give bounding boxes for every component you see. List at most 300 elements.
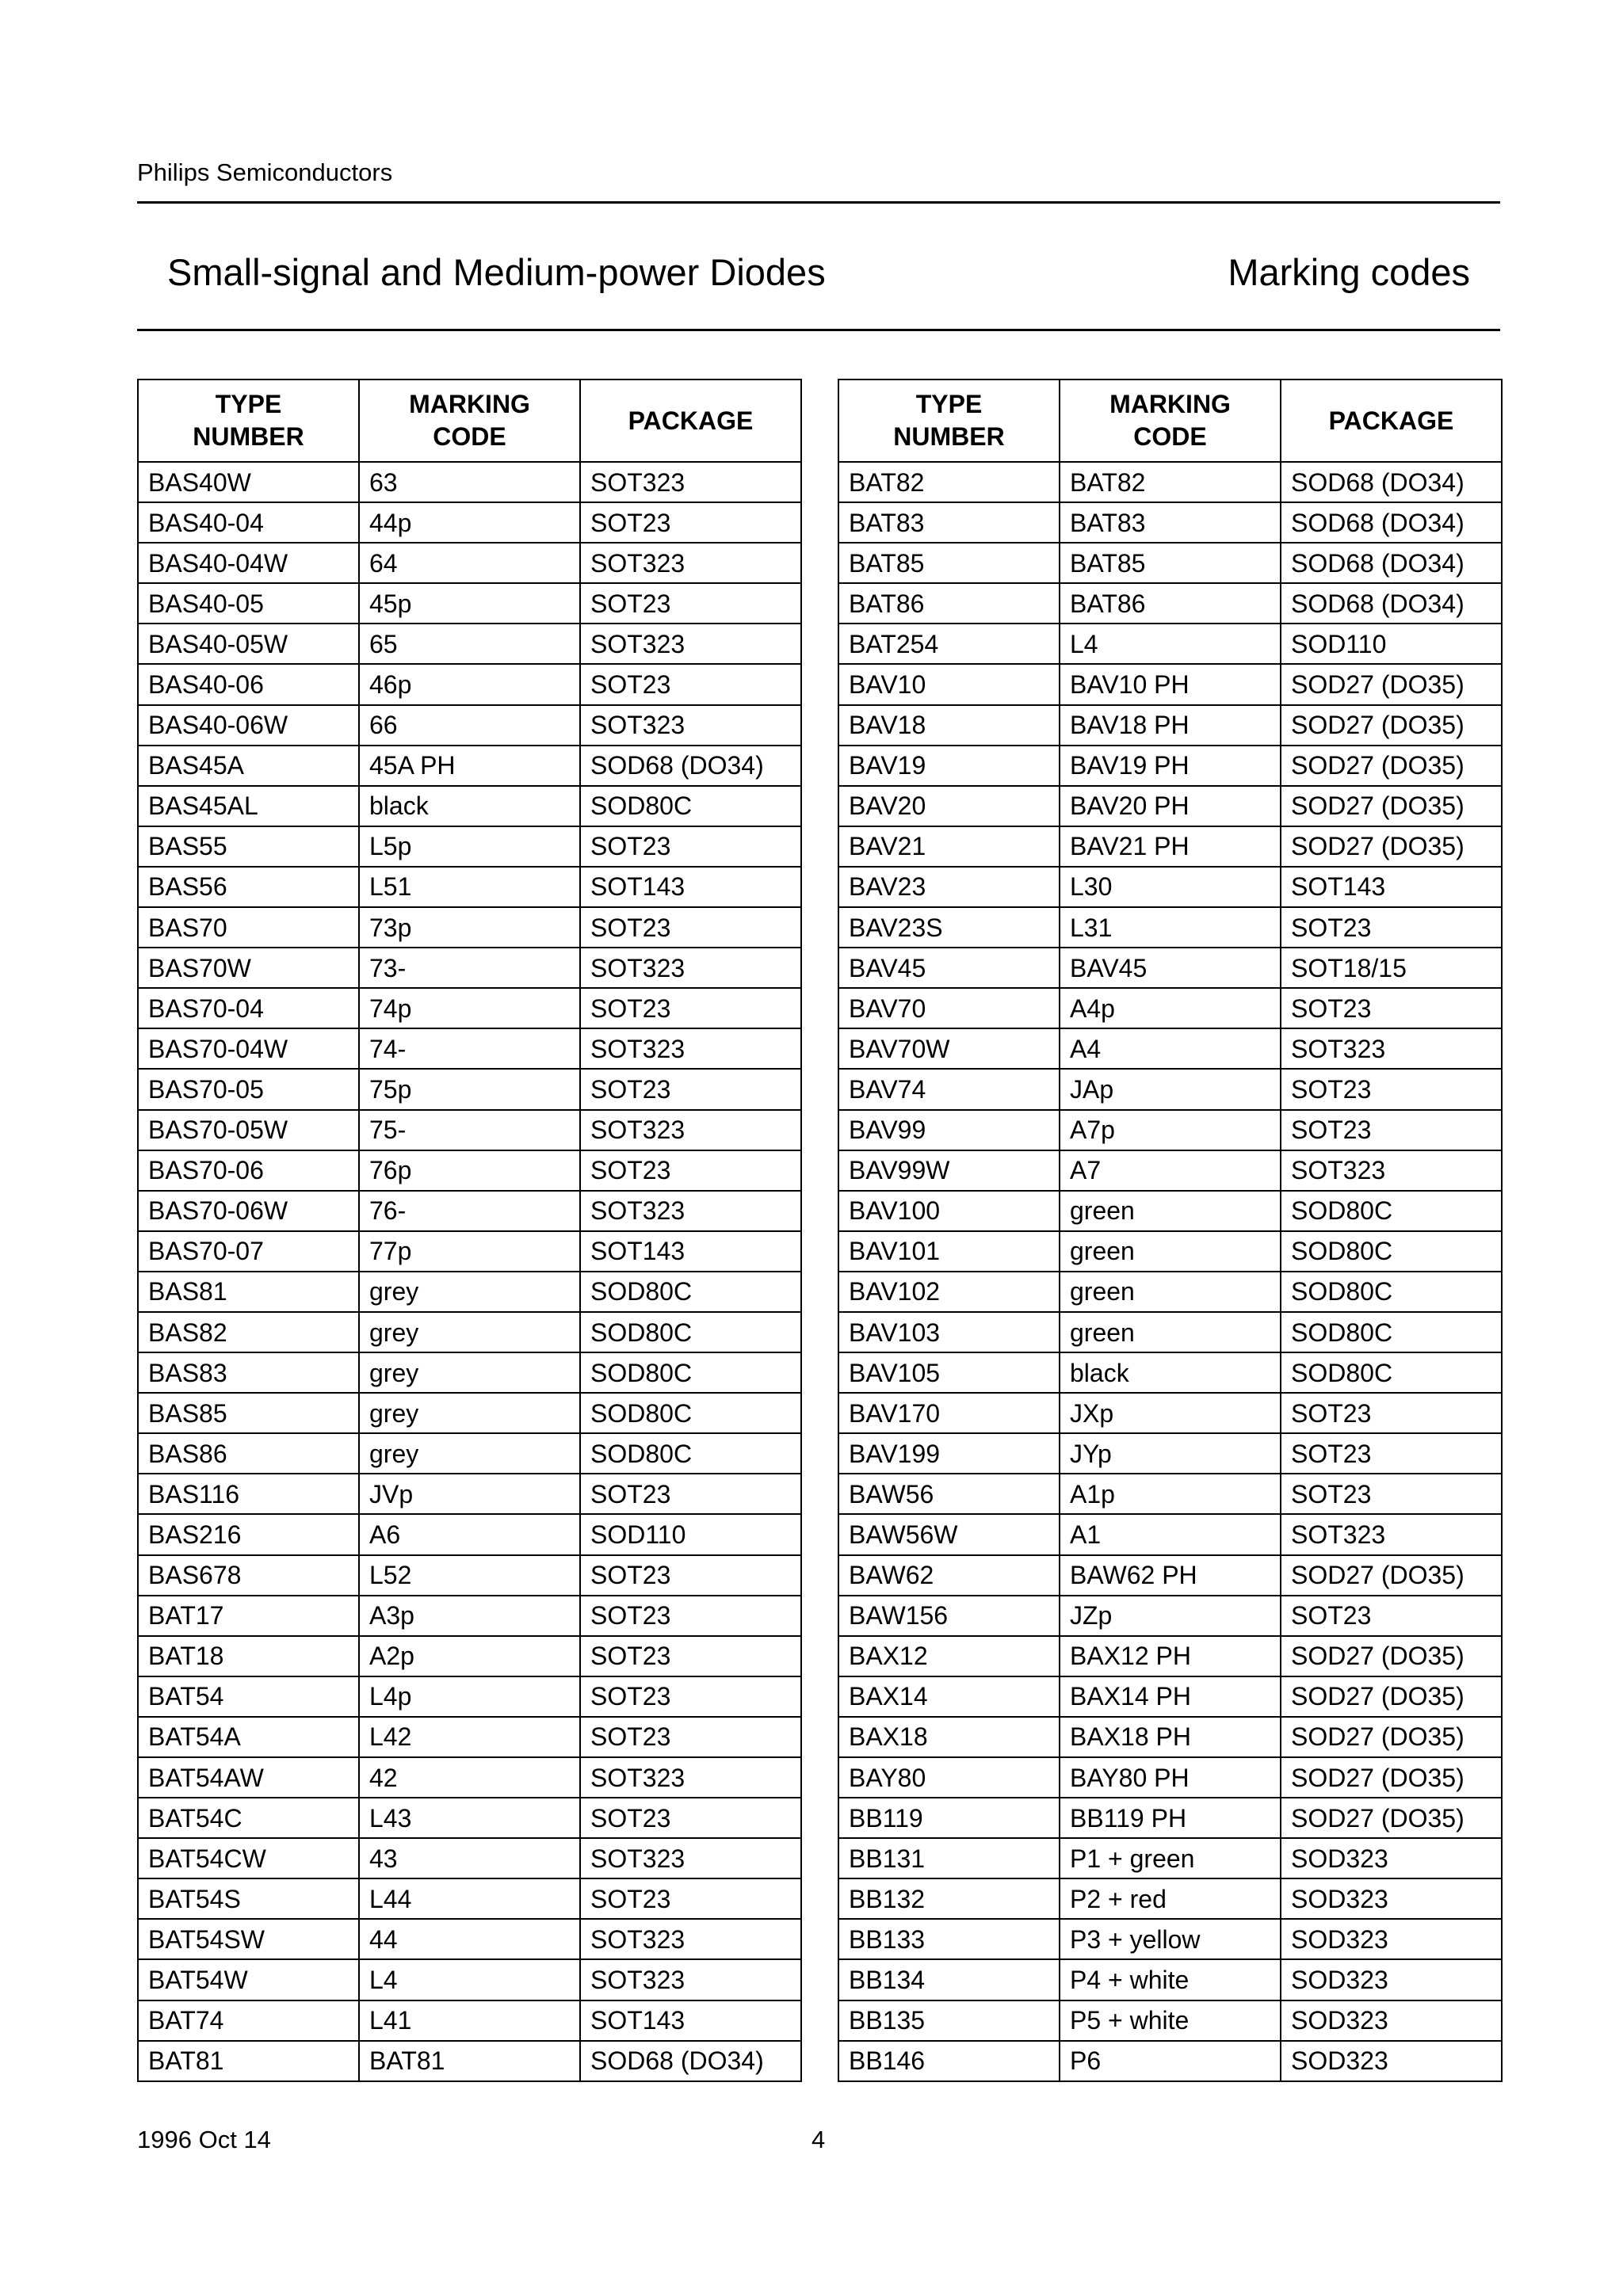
package-cell: SOT23 bbox=[580, 664, 801, 704]
table-row bbox=[138, 1919, 801, 1959]
marking-code-cell: P2 + red bbox=[1060, 1878, 1281, 1919]
type-number-cell: BAS85 bbox=[138, 1393, 359, 1433]
type-number-cell: BAS56 bbox=[138, 867, 359, 907]
table-row bbox=[838, 664, 1502, 704]
table-row bbox=[138, 1312, 801, 1352]
type-number-cell: BB119 bbox=[838, 1798, 1060, 1838]
package-cell: SOD80C bbox=[580, 1272, 801, 1312]
marking-code-cell: BAY80 PH bbox=[1060, 1757, 1281, 1798]
table-row bbox=[838, 1393, 1502, 1433]
package-cell: SOD80C bbox=[580, 1393, 801, 1433]
table-row bbox=[138, 1878, 801, 1919]
type-number-cell: BAT82 bbox=[838, 462, 1060, 502]
package-cell: SOD80C bbox=[1281, 1191, 1502, 1231]
marking-code-cell: 75p bbox=[359, 1069, 580, 1109]
table-row bbox=[138, 1191, 801, 1231]
marking-code-cell: A3p bbox=[359, 1596, 580, 1636]
package-cell: SOT23 bbox=[580, 502, 801, 543]
marking-codes-table-right bbox=[838, 379, 1503, 2082]
type-number-cell: BAS116 bbox=[138, 1474, 359, 1514]
type-number-cell: BAV99W bbox=[838, 1150, 1060, 1191]
table-row bbox=[838, 1838, 1502, 1878]
table-row bbox=[138, 502, 801, 543]
marking-code-cell: 45A PH bbox=[359, 746, 580, 786]
type-number-cell: BAV199 bbox=[838, 1433, 1060, 1474]
type-number-cell: BAT54SW bbox=[138, 1919, 359, 1959]
table-row bbox=[838, 462, 1502, 502]
column-header-type-number: TYPE NUMBER bbox=[838, 379, 1060, 462]
marking-code-cell: P3 + yellow bbox=[1060, 1919, 1281, 1959]
package-cell: SOD27 (DO35) bbox=[1281, 1676, 1502, 1717]
table-row bbox=[138, 1272, 801, 1312]
marking-code-cell: JAp bbox=[1060, 1069, 1281, 1109]
table-row bbox=[138, 1231, 801, 1272]
package-cell: SOT23 bbox=[580, 1150, 801, 1191]
table-row bbox=[138, 988, 801, 1028]
marking-code-cell: A2p bbox=[359, 1636, 580, 1676]
marking-code-cell: L4 bbox=[359, 1959, 580, 2000]
package-cell: SOT23 bbox=[580, 1474, 801, 1514]
marking-code-cell: BAT81 bbox=[359, 2041, 580, 2081]
package-cell: SOD323 bbox=[1281, 1919, 1502, 1959]
package-cell: SOT323 bbox=[580, 462, 801, 502]
type-number-cell: BAW56 bbox=[838, 1474, 1060, 1514]
marking-code-cell: BB119 PH bbox=[1060, 1798, 1281, 1838]
table-row bbox=[138, 1352, 801, 1393]
table-row bbox=[838, 1514, 1502, 1554]
package-cell: SOD68 (DO34) bbox=[1281, 502, 1502, 543]
marking-code-cell: L30 bbox=[1060, 867, 1281, 907]
type-number-cell: BAV102 bbox=[838, 1272, 1060, 1312]
table-row bbox=[138, 746, 801, 786]
marking-code-cell: JZp bbox=[1060, 1596, 1281, 1636]
table-row bbox=[138, 1555, 801, 1596]
table-row bbox=[838, 988, 1502, 1028]
type-number-cell: BAS82 bbox=[138, 1312, 359, 1352]
package-cell: SOD110 bbox=[1281, 624, 1502, 664]
type-number-cell: BAT54 bbox=[138, 1676, 359, 1717]
table-row bbox=[838, 1069, 1502, 1109]
type-number-cell: BAV19 bbox=[838, 746, 1060, 786]
table-row bbox=[138, 1393, 801, 1433]
package-cell: SOT23 bbox=[580, 583, 801, 624]
table-row bbox=[138, 1798, 801, 1838]
marking-code-cell: L52 bbox=[359, 1555, 580, 1596]
package-cell: SOD80C bbox=[580, 1312, 801, 1352]
type-number-cell: BAV20 bbox=[838, 786, 1060, 826]
marking-code-cell: L42 bbox=[359, 1717, 580, 1757]
table-row bbox=[138, 583, 801, 624]
marking-code-cell: P4 + white bbox=[1060, 1959, 1281, 2000]
marking-code-cell: grey bbox=[359, 1272, 580, 1312]
table-row bbox=[838, 907, 1502, 948]
table-row bbox=[838, 583, 1502, 624]
type-number-cell: BAT54CW bbox=[138, 1838, 359, 1878]
marking-code-cell: P6 bbox=[1060, 2041, 1281, 2081]
package-cell: SOD27 (DO35) bbox=[1281, 1757, 1502, 1798]
marking-code-cell: A1p bbox=[1060, 1474, 1281, 1514]
type-number-cell: BAW56W bbox=[838, 1514, 1060, 1554]
package-cell: SOD323 bbox=[1281, 2041, 1502, 2081]
package-cell: SOT23 bbox=[580, 1717, 801, 1757]
marking-code-cell: 77p bbox=[359, 1231, 580, 1272]
table-row bbox=[138, 2041, 801, 2081]
package-cell: SOD27 (DO35) bbox=[1281, 705, 1502, 746]
marking-code-cell: green bbox=[1060, 1272, 1281, 1312]
type-number-cell: BAS40-05 bbox=[138, 583, 359, 624]
package-cell: SOD68 (DO34) bbox=[1281, 462, 1502, 502]
package-cell: SOT323 bbox=[1281, 1028, 1502, 1069]
marking-code-cell: grey bbox=[359, 1433, 580, 1474]
marking-code-cell: L31 bbox=[1060, 907, 1281, 948]
type-number-cell: BAV100 bbox=[838, 1191, 1060, 1231]
marking-code-cell: BAV10 PH bbox=[1060, 664, 1281, 704]
package-cell: SOT23 bbox=[580, 1069, 801, 1109]
type-number-cell: BAY80 bbox=[838, 1757, 1060, 1798]
package-cell: SOT323 bbox=[580, 1959, 801, 2000]
marking-code-cell: BAX12 PH bbox=[1060, 1636, 1281, 1676]
marking-code-cell: 43 bbox=[359, 1838, 580, 1878]
marking-code-cell: BAT82 bbox=[1060, 462, 1281, 502]
package-cell: SOT143 bbox=[580, 2000, 801, 2041]
marking-code-cell: L4p bbox=[359, 1676, 580, 1717]
table-row bbox=[838, 543, 1502, 583]
table-row bbox=[838, 1878, 1502, 1919]
table-row bbox=[138, 1676, 801, 1717]
table-row bbox=[838, 1028, 1502, 1069]
package-cell: SOD80C bbox=[1281, 1312, 1502, 1352]
type-number-cell: BB131 bbox=[838, 1838, 1060, 1878]
marking-code-cell: JXp bbox=[1060, 1393, 1281, 1433]
package-cell: SOD323 bbox=[1281, 2000, 1502, 2041]
table-row bbox=[838, 1798, 1502, 1838]
marking-codes-table-left bbox=[137, 379, 802, 2082]
type-number-cell: BAT54W bbox=[138, 1959, 359, 2000]
package-cell: SOT23 bbox=[1281, 1474, 1502, 1514]
table-row bbox=[138, 462, 801, 502]
package-cell: SOT23 bbox=[1281, 1110, 1502, 1150]
type-number-cell: BAV23S bbox=[838, 907, 1060, 948]
table-row bbox=[138, 1514, 801, 1554]
marking-code-cell: 76p bbox=[359, 1150, 580, 1191]
marking-code-cell: 66 bbox=[359, 705, 580, 746]
document-title: Small-signal and Medium-power Diodes bbox=[167, 251, 826, 293]
table-row bbox=[838, 2041, 1502, 2081]
table-row bbox=[838, 1636, 1502, 1676]
type-number-cell: BAT254 bbox=[838, 624, 1060, 664]
column-header-marking-code: MARKING CODE bbox=[1060, 379, 1281, 462]
type-number-cell: BB132 bbox=[838, 1878, 1060, 1919]
table-row bbox=[138, 907, 801, 948]
type-number-cell: BAT18 bbox=[138, 1636, 359, 1676]
section-title: Marking codes bbox=[1228, 251, 1470, 293]
table-row bbox=[838, 705, 1502, 746]
package-cell: SOT323 bbox=[580, 705, 801, 746]
table-row bbox=[138, 624, 801, 664]
footer-date: 1996 Oct 14 bbox=[137, 2126, 271, 2153]
package-cell: SOD68 (DO34) bbox=[1281, 583, 1502, 624]
marking-code-cell: L41 bbox=[359, 2000, 580, 2041]
type-number-cell: BAX12 bbox=[838, 1636, 1060, 1676]
package-cell: SOD80C bbox=[1281, 1231, 1502, 1272]
table-row bbox=[138, 1150, 801, 1191]
marking-code-cell: L43 bbox=[359, 1798, 580, 1838]
marking-code-cell: grey bbox=[359, 1312, 580, 1352]
table-body-left bbox=[138, 462, 801, 2081]
table-header-row bbox=[138, 379, 801, 462]
package-cell: SOT323 bbox=[580, 543, 801, 583]
package-cell: SOD68 (DO34) bbox=[580, 746, 801, 786]
table-row bbox=[838, 948, 1502, 988]
type-number-cell: BAV45 bbox=[838, 948, 1060, 988]
table-row bbox=[138, 1474, 801, 1514]
marking-code-cell: A4 bbox=[1060, 1028, 1281, 1069]
type-number-cell: BAW156 bbox=[838, 1596, 1060, 1636]
table-row bbox=[838, 1596, 1502, 1636]
type-number-cell: BAW62 bbox=[838, 1555, 1060, 1596]
package-cell: SOT323 bbox=[580, 1110, 801, 1150]
table-row bbox=[138, 1028, 801, 1069]
table-row bbox=[138, 1069, 801, 1109]
marking-code-cell: 46p bbox=[359, 664, 580, 704]
type-number-cell: BB146 bbox=[838, 2041, 1060, 2081]
table-row bbox=[138, 786, 801, 826]
marking-code-cell: JYp bbox=[1060, 1433, 1281, 1474]
table-row bbox=[838, 2000, 1502, 2041]
marking-code-cell: BAX18 PH bbox=[1060, 1717, 1281, 1757]
package-cell: SOT323 bbox=[580, 1838, 801, 1878]
marking-code-cell: L51 bbox=[359, 867, 580, 907]
type-number-cell: BAS70-07 bbox=[138, 1231, 359, 1272]
type-number-cell: BAS216 bbox=[138, 1514, 359, 1554]
marking-code-cell: 63 bbox=[359, 462, 580, 502]
type-number-cell: BAS70-04 bbox=[138, 988, 359, 1028]
marking-code-cell: grey bbox=[359, 1393, 580, 1433]
type-number-cell: BAS45A bbox=[138, 746, 359, 786]
table-row bbox=[838, 1555, 1502, 1596]
package-cell: SOT23 bbox=[1281, 1069, 1502, 1109]
package-cell: SOD27 (DO35) bbox=[1281, 1717, 1502, 1757]
table-row bbox=[138, 1636, 801, 1676]
package-cell: SOT23 bbox=[580, 907, 801, 948]
package-cell: SOD27 (DO35) bbox=[1281, 664, 1502, 704]
table-row bbox=[838, 502, 1502, 543]
type-number-cell: BAT74 bbox=[138, 2000, 359, 2041]
marking-code-cell: 64 bbox=[359, 543, 580, 583]
table-header-row bbox=[838, 379, 1502, 462]
marking-code-cell: 73p bbox=[359, 907, 580, 948]
company-name: Philips Semiconductors bbox=[137, 158, 393, 186]
package-cell: SOD80C bbox=[1281, 1272, 1502, 1312]
table-row bbox=[138, 1757, 801, 1798]
marking-code-cell: black bbox=[359, 786, 580, 826]
table-row bbox=[138, 705, 801, 746]
marking-code-cell: BAV21 PH bbox=[1060, 826, 1281, 867]
package-cell: SOD110 bbox=[580, 1514, 801, 1554]
marking-code-cell: L5p bbox=[359, 826, 580, 867]
table-row bbox=[138, 664, 801, 704]
type-number-cell: BAV101 bbox=[838, 1231, 1060, 1272]
table-body-right bbox=[838, 462, 1502, 2081]
table-row bbox=[838, 1352, 1502, 1393]
package-cell: SOT323 bbox=[580, 1757, 801, 1798]
table-row bbox=[838, 1717, 1502, 1757]
type-number-cell: BAS55 bbox=[138, 826, 359, 867]
marking-code-cell: 73- bbox=[359, 948, 580, 988]
package-cell: SOD27 (DO35) bbox=[1281, 1555, 1502, 1596]
package-cell: SOT23 bbox=[580, 1676, 801, 1717]
marking-code-cell: green bbox=[1060, 1312, 1281, 1352]
marking-code-cell: BAV45 bbox=[1060, 948, 1281, 988]
table-row bbox=[838, 746, 1502, 786]
type-number-cell: BAT83 bbox=[838, 502, 1060, 543]
type-number-cell: BAX14 bbox=[838, 1676, 1060, 1717]
type-number-cell: BAS70 bbox=[138, 907, 359, 948]
package-cell: SOT23 bbox=[580, 826, 801, 867]
type-number-cell: BAV170 bbox=[838, 1393, 1060, 1433]
marking-code-cell: green bbox=[1060, 1191, 1281, 1231]
package-cell: SOD80C bbox=[580, 1352, 801, 1393]
type-number-cell: BAV70W bbox=[838, 1028, 1060, 1069]
package-cell: SOT143 bbox=[580, 1231, 801, 1272]
marking-code-cell: 76- bbox=[359, 1191, 580, 1231]
table-row bbox=[838, 1312, 1502, 1352]
marking-code-cell: black bbox=[1060, 1352, 1281, 1393]
table-row bbox=[838, 1676, 1502, 1717]
type-number-cell: BAT81 bbox=[138, 2041, 359, 2081]
package-cell: SOT323 bbox=[580, 1028, 801, 1069]
marking-code-cell: green bbox=[1060, 1231, 1281, 1272]
table-row bbox=[138, 948, 801, 988]
marking-code-cell: 65 bbox=[359, 624, 580, 664]
marking-code-cell: BAW62 PH bbox=[1060, 1555, 1281, 1596]
type-number-cell: BAS70-06W bbox=[138, 1191, 359, 1231]
column-header-type-number: TYPE NUMBER bbox=[138, 379, 359, 462]
marking-code-cell: 74p bbox=[359, 988, 580, 1028]
marking-code-cell: BAV19 PH bbox=[1060, 746, 1281, 786]
type-number-cell: BAV21 bbox=[838, 826, 1060, 867]
column-header-package: PACKAGE bbox=[1281, 379, 1502, 462]
type-number-cell: BAS45AL bbox=[138, 786, 359, 826]
type-number-cell: BAS70-05W bbox=[138, 1110, 359, 1150]
marking-code-cell: P5 + white bbox=[1060, 2000, 1281, 2041]
marking-code-cell: grey bbox=[359, 1352, 580, 1393]
table-row bbox=[138, 1433, 801, 1474]
type-number-cell: BAS70-04W bbox=[138, 1028, 359, 1069]
marking-code-cell: BAT83 bbox=[1060, 502, 1281, 543]
table-row bbox=[838, 1272, 1502, 1312]
type-number-cell: BAS86 bbox=[138, 1433, 359, 1474]
table-row bbox=[838, 1474, 1502, 1514]
package-cell: SOD80C bbox=[580, 1433, 801, 1474]
marking-code-cell: 45p bbox=[359, 583, 580, 624]
page-number: 4 bbox=[812, 2126, 826, 2153]
header-rule-top bbox=[137, 201, 1500, 204]
type-number-cell: BAV99 bbox=[838, 1110, 1060, 1150]
marking-code-cell: 74- bbox=[359, 1028, 580, 1069]
column-header-package: PACKAGE bbox=[580, 379, 801, 462]
table-row bbox=[838, 1191, 1502, 1231]
type-number-cell: BAT54C bbox=[138, 1798, 359, 1838]
type-number-cell: BAV70 bbox=[838, 988, 1060, 1028]
package-cell: SOD27 (DO35) bbox=[1281, 1636, 1502, 1676]
type-number-cell: BAS70W bbox=[138, 948, 359, 988]
type-number-cell: BAT85 bbox=[838, 543, 1060, 583]
package-cell: SOT323 bbox=[580, 1191, 801, 1231]
column-header-marking-code: MARKING CODE bbox=[359, 379, 580, 462]
package-cell: SOT23 bbox=[580, 1596, 801, 1636]
package-cell: SOD68 (DO34) bbox=[1281, 543, 1502, 583]
package-cell: SOT23 bbox=[580, 1798, 801, 1838]
marking-code-cell: BAV20 PH bbox=[1060, 786, 1281, 826]
marking-code-cell: P1 + green bbox=[1060, 1838, 1281, 1878]
type-number-cell: BB135 bbox=[838, 2000, 1060, 2041]
package-cell: SOD68 (DO34) bbox=[580, 2041, 801, 2081]
table-row bbox=[138, 1110, 801, 1150]
table-row bbox=[838, 1757, 1502, 1798]
table-row bbox=[838, 1919, 1502, 1959]
package-cell: SOD80C bbox=[580, 786, 801, 826]
package-cell: SOT323 bbox=[1281, 1514, 1502, 1554]
type-number-cell: BAT54S bbox=[138, 1878, 359, 1919]
package-cell: SOT23 bbox=[580, 1555, 801, 1596]
type-number-cell: BAS83 bbox=[138, 1352, 359, 1393]
marking-code-cell: A7 bbox=[1060, 1150, 1281, 1191]
type-number-cell: BAS40W bbox=[138, 462, 359, 502]
package-cell: SOT23 bbox=[1281, 907, 1502, 948]
table-row bbox=[138, 1959, 801, 2000]
marking-code-cell: A7p bbox=[1060, 1110, 1281, 1150]
table-row bbox=[838, 1231, 1502, 1272]
package-cell: SOT143 bbox=[580, 867, 801, 907]
type-number-cell: BAS40-04W bbox=[138, 543, 359, 583]
table-row bbox=[838, 1110, 1502, 1150]
type-number-cell: BB134 bbox=[838, 1959, 1060, 2000]
package-cell: SOT323 bbox=[580, 624, 801, 664]
table-row bbox=[838, 1433, 1502, 1474]
package-cell: SOT23 bbox=[1281, 1433, 1502, 1474]
type-number-cell: BAV105 bbox=[838, 1352, 1060, 1393]
table-row bbox=[138, 543, 801, 583]
marking-code-cell: L44 bbox=[359, 1878, 580, 1919]
package-cell: SOD27 (DO35) bbox=[1281, 826, 1502, 867]
type-number-cell: BAS40-06 bbox=[138, 664, 359, 704]
type-number-cell: BAT17 bbox=[138, 1596, 359, 1636]
table-row bbox=[138, 867, 801, 907]
marking-code-cell: 75- bbox=[359, 1110, 580, 1150]
table-row bbox=[838, 867, 1502, 907]
package-cell: SOT323 bbox=[580, 1919, 801, 1959]
marking-code-cell: JVp bbox=[359, 1474, 580, 1514]
type-number-cell: BAV10 bbox=[838, 664, 1060, 704]
marking-code-cell: L4 bbox=[1060, 624, 1281, 664]
type-number-cell: BAS70-06 bbox=[138, 1150, 359, 1191]
table-row bbox=[138, 2000, 801, 2041]
package-cell: SOT23 bbox=[580, 1636, 801, 1676]
table-row bbox=[838, 786, 1502, 826]
type-number-cell: BAS678 bbox=[138, 1555, 359, 1596]
marking-code-cell: BAV18 PH bbox=[1060, 705, 1281, 746]
type-number-cell: BB133 bbox=[838, 1919, 1060, 1959]
table-row bbox=[138, 1838, 801, 1878]
header-rule-bottom bbox=[137, 329, 1500, 331]
type-number-cell: BAT54A bbox=[138, 1717, 359, 1757]
marking-code-cell: 44 bbox=[359, 1919, 580, 1959]
type-number-cell: BAS70-05 bbox=[138, 1069, 359, 1109]
package-cell: SOD323 bbox=[1281, 1838, 1502, 1878]
package-cell: SOT323 bbox=[580, 948, 801, 988]
table-row bbox=[838, 624, 1502, 664]
